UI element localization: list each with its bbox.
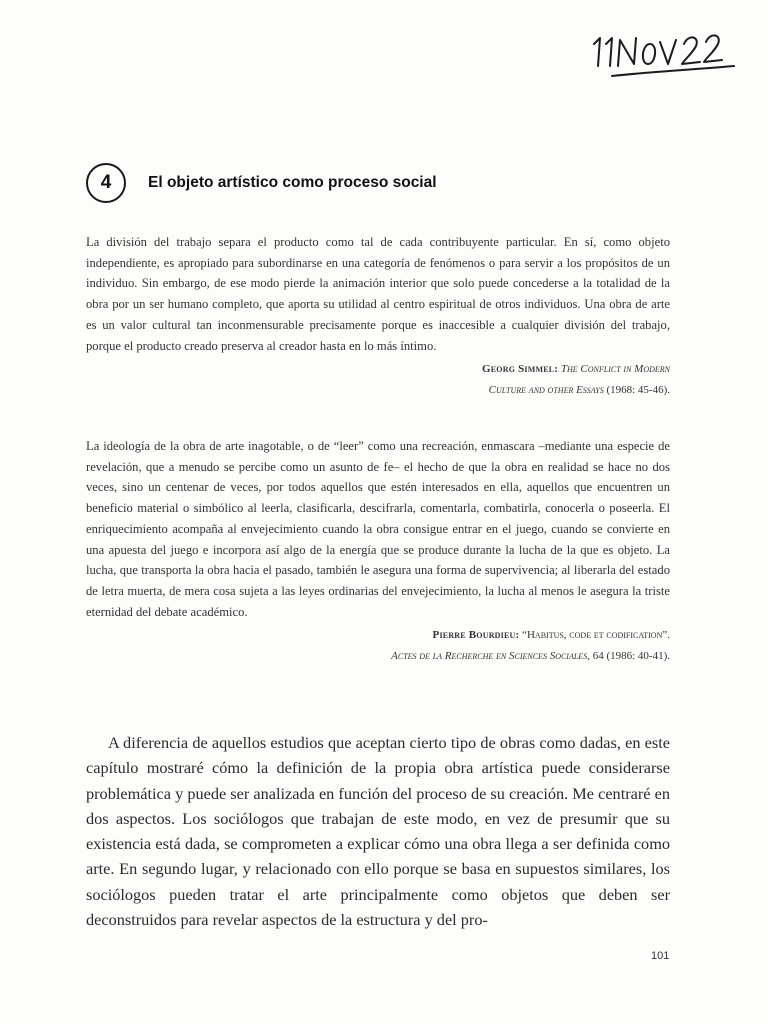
body-paragraph: A diferencia de aquellos estudios que aceptan cierto tipo de obras como dadas, en este capítulo mostraré cómo la definición de la propia obra artística puede considerarse problemática y puede ser analizada en función del proceso de su creación. Me centraré en dos aspectos. Los sociólogos que trabajan de este modo, en vez de presumir que su existencia está dada, se comprometen a explicar cómo una obra llega a ser definida como arte. En segundo lugar, y relacionado con ello porque se basa en supuestos similares, los sociólogos pueden tratar el arte principalmente como objetos que deben ser deconstruidos para revelar aspectos de la estructura y del pro-: [86, 733, 670, 930]
epigraph-author: Pierre Bourdieu:: [432, 629, 520, 642]
epigraph-work-title-cont: Culture and other Essays: [488, 384, 604, 397]
body-text: [86, 730, 670, 932]
chapter-heading: [86, 163, 437, 203]
handwritten-date-note: [588, 22, 738, 82]
epigraph-simmel: [86, 232, 670, 401]
epigraph-attribution: [86, 359, 670, 401]
epigraph-work-title: The Conflict in Modern: [560, 363, 670, 376]
page-number: 101: [651, 950, 670, 962]
epigraph-citation: (1968: 45-46).: [606, 384, 670, 397]
epigraph-bourdieu: [86, 436, 670, 667]
epigraph-text: La división del trabajo separa el producto como tal de cada contribuyente particular. En sí, como objeto independiente, es apropiado para subordinarse en una categoría de fenómenos o para servir a los propósitos de un individuo. Sin embargo, de ese modo pierde la animación interior que solo puede concederse a la totalidad de la obra por un ser humano completo, que aporta su utilidad al centro espiritual de otros individuos. Una obra de arte es un valor cultural tan inconmensurable precisamente porque es inaccesible a cualquier división del trabajo, porque el producto creado preserva al creador hasta en lo más íntimo.: [86, 235, 670, 353]
chapter-number-badge: 4: [86, 163, 126, 203]
epigraph-attribution: [86, 625, 670, 667]
epigraph-journal: Actes de la Recherche en Sciences Sociales,: [391, 650, 590, 663]
epigraph-text: La ideología de la obra de arte inagotable, o de “leer” como una recreación, enmascara –mediante una especie de revelación, que a menudo se percibe como un asunto de fe– el hecho de que la obra en realidad se hace no dos veces, sino un centenar de veces, por todos aquellos que estén interesados en ella, aquellos que encuentren un beneficio material o simbólico al leerla, clasificarla, descifrarla, comentarla, combatirla, conocerla o poseerla. El enriquecimiento acompaña al envejecimiento cuando la obra consigue entrar en el juego, cuando se convierte en una apuesta del juego e incorpora así algo de la energía que se produce durante la lucha de la que es objeto. La lucha, que transporta la obra hacia el pasado, también le asegura una forma de supervivencia; al liberarla del estado de letra muerta, de mera cosa sujeta a las leyes ordinarias del envejecimiento, la lucha al menos le asegura la triste eternidad del debate académico.: [86, 439, 670, 619]
chapter-title: El objeto artístico como proceso social: [148, 174, 437, 191]
epigraph-essay-title: “Habitus, code et codification”.: [522, 629, 670, 642]
epigraph-author: Georg Simmel:: [482, 363, 559, 376]
epigraph-citation: 64 (1986: 40-41).: [592, 650, 670, 663]
handwritten-date-drawing: [588, 22, 738, 82]
